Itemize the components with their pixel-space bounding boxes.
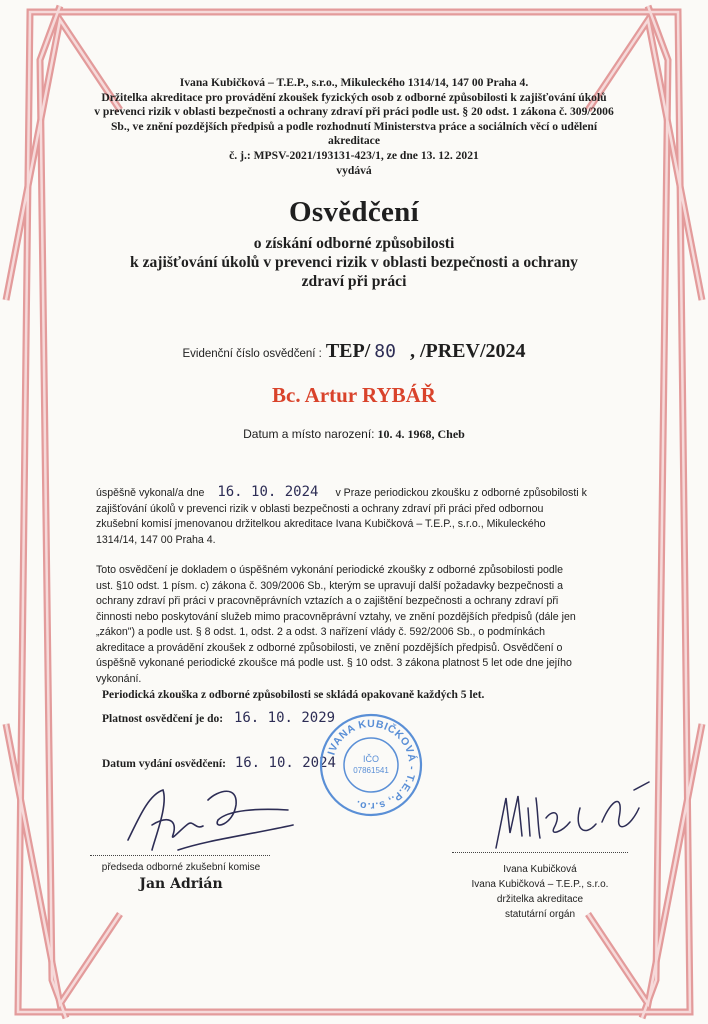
left-signatory-name: Jan Adrián: [139, 876, 223, 892]
legal-line: Toto osvědčení je dokladem o úspěšném vykonání periodické zkoušky z odborné způsobilosti podle: [96, 564, 563, 576]
svg-text:IVANA KUBIČKOVÁ - T.E.P., s.r.: [326, 718, 419, 812]
left-signature-line: [90, 855, 270, 856]
exam-date-handwritten: 16. 10. 2024: [217, 484, 319, 500]
issuer-header: [70, 76, 638, 178]
birth-label: Datum a místo narození:: [243, 427, 375, 441]
issuer-line: Držitelka akreditace pro provádění zkoušek fyzických osob z odborné způsobilosti k zajišťování úkolů: [101, 90, 607, 104]
validity-label: Platnost osvědčení je do:: [102, 713, 224, 725]
issue-date-line: [102, 755, 336, 771]
certificate-number-handwritten: 80: [374, 341, 396, 362]
exam-line: zkušební komisí jmenovanou držitelkou akreditace Ivana Kubičková – T.E.P., s.r.o., Mikuleckého: [96, 518, 546, 530]
legal-line: úspěšně vykonané periodické zkoušce má podle ust. § 10 odst. 3 zákona platnost 5 let ode dne jejího: [96, 657, 572, 669]
right-signature-line: [452, 852, 628, 853]
exam-line1-rest: v Praze periodickou zkoušku z odborné způsobilosti k: [335, 487, 587, 499]
validity-date-handwritten: 16. 10. 2029: [233, 710, 336, 726]
right-signatory-company: Ivana Kubičková – T.E.P., s.r.o.: [471, 879, 609, 890]
signature-ivana-kubickova: [484, 778, 664, 858]
issue-date-handwritten: 16. 10. 2024: [234, 755, 336, 771]
certificate-subtitle: [70, 234, 638, 291]
exam-line: zajišťování úkolů v prevenci rizik v oblasti bezpečnosti a ochrany zdraví při práci před odbornou: [96, 502, 544, 515]
left-signatory-role: předseda odborné zkušební komise: [101, 862, 261, 873]
subtitle-line: k zajišťování úkolů v prevenci rizik v oblasti bezpečnosti a ochrany: [130, 254, 578, 271]
certificate-title: Osvědčení: [289, 196, 419, 228]
issuer-line: č. j.: MPSV-2021/193131-423/1, ze dne 13. 12. 2021: [229, 148, 479, 162]
exam-line: 1314/14, 147 00 Praha 4.: [96, 533, 216, 546]
stamp-ring-text: IVANA KUBIČKOVÁ - T.E.P., s.r.o.: [325, 717, 419, 813]
stamp-ico-label: IČO: [362, 754, 380, 764]
issuer-line: akreditace: [328, 134, 380, 148]
stamp-ico-number: 07861541: [353, 766, 389, 775]
issue-date-label: Datum vydání osvědčení:: [102, 758, 226, 770]
repeat-note: Periodická zkouška z odborné způsobilosti se skládá opakovaně každých 5 let.: [102, 689, 485, 701]
holder-name: Bc. Artur RYBÁŘ: [272, 383, 436, 407]
issuer-line: Ivana Kubičková – T.E.P., s.r.o., Mikuleckého 1314/14, 147 00 Praha 4.: [179, 76, 529, 89]
signature-jan-adrian: [118, 780, 308, 860]
birth-info: [0, 427, 708, 442]
legal-paragraph: [96, 563, 616, 687]
legal-line: ochrany zdraví při práci v pracovněprávních vztazích a o zajištění bezpečnosti a ochrany zdraví při: [96, 595, 559, 607]
issuer-line: Sb., ve znění pozdějších předpisů a podle rozhodnutí Ministerstva práce a sociálních věcí o udělení: [110, 119, 598, 133]
validity-line: [102, 710, 335, 726]
exam-paragraph: [96, 485, 616, 548]
issuer-line: v prevenci rizik v oblasti bezpečnosti a ochrany zdraví při práci podle ust. § 20 odst. 1 zákona č. 309/2006: [94, 105, 614, 119]
right-signatory-name: Ivana Kubičková: [503, 864, 577, 875]
issuer-line: vydává: [336, 163, 372, 177]
company-stamp: [318, 712, 424, 818]
exam-lead: úspěšně vykonal/a dne: [96, 487, 205, 499]
subtitle-line: zdraví při práci: [301, 273, 407, 290]
birth-value: 10. 4. 1968, Cheb: [377, 427, 465, 441]
right-signatory-role2: statutární orgán: [504, 909, 576, 920]
certificate-number-prefix: TEP/: [325, 340, 371, 362]
legal-line: akreditace a provádění zkoušek z odborné způsobilosti, ve znění pozdějších předpisů. Osvědčení o: [96, 641, 563, 654]
legal-line: vykonání.: [96, 672, 142, 685]
legal-line: „zákon") a podle ust. § 8 odst. 1, odst. 2 a odst. 3 nařízení vlády č. 592/2006 Sb., o podmínkách: [96, 626, 545, 638]
right-signatory-role1: držitelka akreditace: [496, 894, 584, 905]
certificate-number-label: Evidenční číslo osvědčení :: [182, 348, 322, 360]
certificate-number-suffix: , /PREV/2024: [409, 340, 526, 362]
certificate-number: [0, 340, 708, 363]
legal-line: ust. §10 odst. 1 písm. c) zákona č. 309/2006 Sb., kterým se upravují další požadavky bezpečnosti a: [96, 579, 563, 592]
legal-line: činnosti nebo poskytování služeb mimo pracovněprávní vztahy, ve znění pozdějších předpisů (dále jen: [96, 610, 576, 623]
subtitle-line: o získání odborné způsobilosti: [253, 235, 455, 252]
right-signatory-block: [440, 862, 640, 922]
left-signatory-block: [72, 860, 290, 892]
